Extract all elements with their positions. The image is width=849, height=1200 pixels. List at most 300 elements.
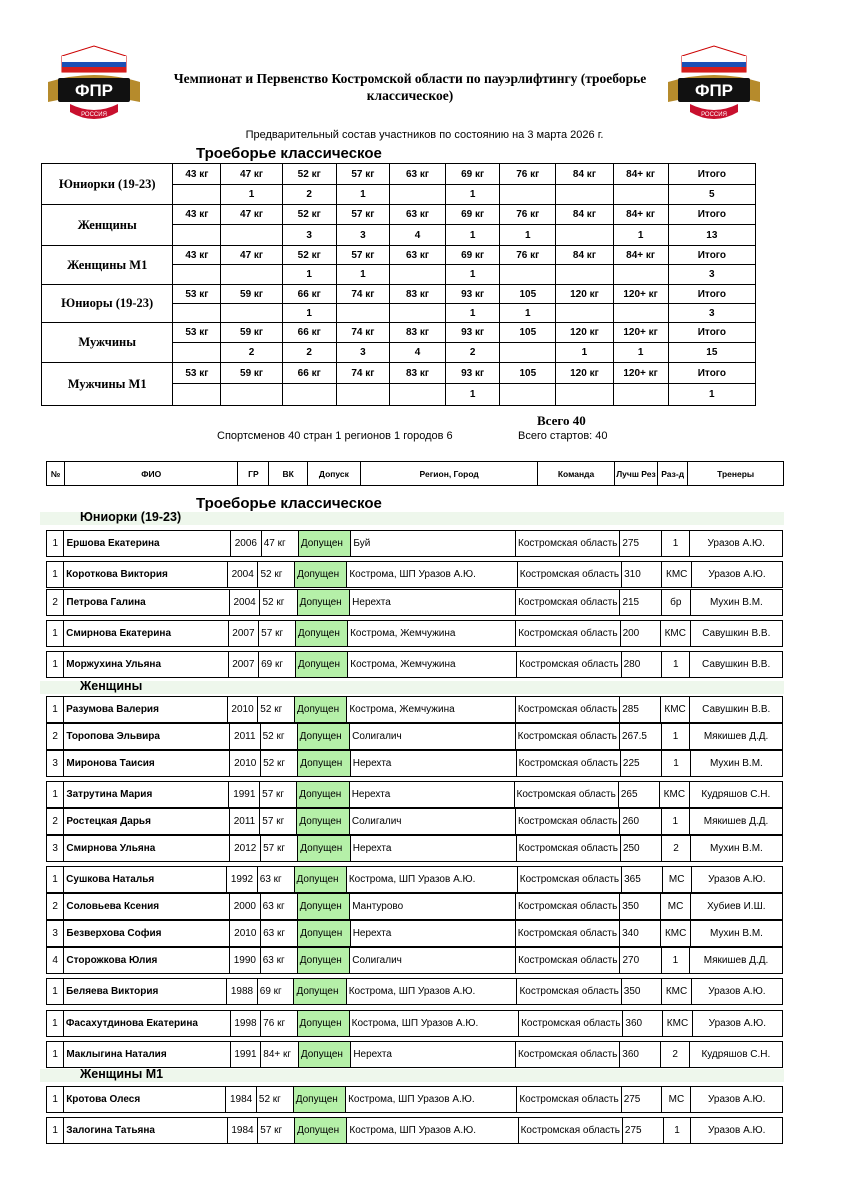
admission-status: Допущен (294, 867, 346, 893)
region-city: Нерехта (350, 590, 516, 616)
weight-class-count (556, 304, 613, 323)
admission-status: Допущен (297, 782, 349, 808)
coach: Мякишев Д.Д. (690, 809, 783, 835)
admission-status: Допущен (295, 562, 347, 588)
weight-class-label: 76 кг (500, 164, 556, 185)
birth-year: 2011 (229, 809, 260, 835)
athlete-number: 1 (47, 697, 64, 723)
birth-year: 1988 (227, 979, 258, 1005)
weight-class-label: 120 кг (556, 323, 613, 343)
weight-class-label: 52 кг (282, 164, 336, 185)
best-result: 215 (620, 590, 661, 616)
weight-class-label: 83 кг (389, 285, 445, 304)
weight-class-count: 1 (446, 304, 500, 323)
region-city: Солигалич (349, 809, 515, 835)
weight-class-count (613, 185, 668, 205)
weight-class-count (500, 384, 556, 406)
weight-class-label: 66 кг (282, 285, 336, 304)
athlete-row (46, 1086, 783, 1113)
weight-class-label: 57 кг (336, 205, 389, 225)
team: Костромская область (517, 1087, 621, 1113)
region-city: Кострома, Жемчужина (348, 652, 517, 678)
coach: Савушкин В.В. (690, 697, 783, 723)
weight-class-label: 63 кг (389, 205, 445, 225)
weight-class-count: 1 (500, 304, 556, 323)
weight-class-label: 105 (500, 363, 556, 384)
athlete-row (46, 1010, 783, 1037)
weight-class-label: 76 кг (500, 205, 556, 225)
birth-year: 2000 (230, 894, 261, 920)
region-city: Кострома, ШП Уразов А.Ю. (347, 562, 517, 588)
weight-class-count (389, 185, 445, 205)
total-value: 13 (668, 225, 755, 246)
group-name: Женщины (80, 679, 143, 693)
team: Костромская область (515, 1042, 619, 1068)
birth-year: 2006 (230, 531, 261, 557)
athlete-name: Кротова Олеся (64, 1087, 226, 1113)
coach: Хубиев И.Ш. (690, 894, 782, 920)
athlete-number: 1 (47, 562, 64, 588)
weight-class-count: 1 (613, 225, 668, 246)
athlete-name: Смирнова Екатерина (64, 621, 229, 647)
athlete-row (46, 835, 783, 862)
weight-class: 69 кг (257, 979, 294, 1005)
athlete-number: 2 (47, 724, 64, 750)
col-name: ФИО (65, 462, 238, 486)
weight-class-count (500, 265, 556, 285)
team: Костромская область (516, 836, 620, 862)
svg-text:РОССИЯ: РОССИЯ (81, 112, 107, 118)
coach: Мухин В.М. (690, 751, 782, 777)
summary-table (41, 163, 756, 406)
weight-class-label: 84+ кг (613, 164, 668, 185)
birth-year: 2007 (228, 652, 259, 678)
weight-class-label: 43 кг (173, 205, 221, 225)
total-label: Итого (668, 246, 755, 265)
weight-class-label: 74 кг (336, 363, 389, 384)
weight-class-label: 120+ кг (613, 285, 668, 304)
weight-class: 52 кг (261, 751, 298, 777)
weight-class-count (173, 185, 221, 205)
athlete-name: Торопова Эльвира (64, 724, 230, 750)
athlete-name: Затрутина Мария (64, 782, 229, 808)
best-result: 267.5 (619, 724, 661, 750)
team: Костромская область (515, 697, 619, 723)
svg-text:ФПР: ФПР (74, 81, 114, 100)
weight-class-label: 69 кг (446, 205, 500, 225)
weight-class: 52 кг (258, 697, 295, 723)
total-value: 5 (668, 185, 755, 205)
region-city: Солигалич (350, 724, 516, 750)
weight-class-count: 2 (221, 343, 282, 363)
weight-class-count: 3 (282, 225, 336, 246)
athlete-row (46, 1117, 783, 1144)
weight-class-count (336, 304, 389, 323)
weight-class: 52 кг (256, 1087, 293, 1113)
athlete-row (46, 920, 783, 947)
weight-class-label: 120+ кг (613, 323, 668, 343)
admission-status: Допущен (297, 809, 350, 835)
weight-class-count (221, 225, 282, 246)
weight-class: 63 кг (261, 921, 298, 947)
fpr-logo-right (660, 42, 768, 130)
weight-class-count (221, 265, 282, 285)
col-rank: Раз-д (658, 462, 688, 486)
best-result: 275 (621, 1087, 662, 1113)
sport-rank: КМС (660, 782, 690, 808)
coach: Уразов А.Ю. (691, 1118, 783, 1144)
sport-rank: 1 (661, 809, 689, 835)
col-number: № (47, 462, 65, 486)
weight-class: 84+ кг (261, 1042, 299, 1068)
best-result: 225 (620, 751, 661, 777)
sport-rank: 1 (662, 751, 691, 777)
col-team: Команда (538, 462, 615, 486)
weight-class-count: 2 (446, 343, 500, 363)
weight-class-count (556, 384, 613, 406)
birth-year: 2010 (227, 697, 258, 723)
weight-class: 52 кг (260, 590, 297, 616)
best-result: 260 (620, 809, 661, 835)
weight-class: 63 кг (260, 948, 297, 974)
group-name: Женщины М1 (80, 1067, 164, 1081)
weight-class-label: 52 кг (282, 246, 336, 265)
weight-class-label: 69 кг (446, 164, 500, 185)
sport-rank: КМС (660, 697, 690, 723)
athlete-number: 1 (47, 1011, 64, 1037)
sport-rank: КМС (663, 1011, 692, 1037)
athlete-name: Разумова Валерия (64, 697, 228, 723)
group-header (40, 1069, 784, 1082)
athlete-name: Ростецкая Дарья (64, 809, 229, 835)
athlete-row (46, 696, 783, 723)
best-result: 350 (620, 894, 661, 920)
athlete-number: 3 (47, 751, 64, 777)
birth-year: 1984 (226, 1087, 257, 1113)
region-city: Буй (351, 531, 516, 557)
athlete-row (46, 808, 783, 835)
weight-class-count (173, 343, 221, 363)
summary-category: Женщины М1 (42, 246, 173, 285)
weight-class: 57 кг (260, 782, 297, 808)
sport-rank: 1 (662, 652, 690, 678)
sport-rank: 2 (661, 1042, 689, 1068)
athlete-number: 2 (47, 590, 64, 616)
athlete-row (46, 1041, 783, 1068)
weight-class-label: 84+ кг (613, 246, 668, 265)
weight-class-count (221, 384, 282, 406)
birth-year: 2004 (227, 562, 258, 588)
weight-class-count (389, 384, 445, 406)
weight-class-label: 93 кг (446, 285, 500, 304)
region-city: Нерехта (350, 751, 516, 777)
weight-class-label: 105 (500, 285, 556, 304)
weight-class-label: 69 кг (446, 246, 500, 265)
weight-class-count: 1 (446, 384, 500, 406)
weight-class-label: 43 кг (173, 164, 221, 185)
weight-class: 69 кг (259, 652, 296, 678)
weight-class-label: 105 (500, 323, 556, 343)
athlete-name: Маклыгина Наталия (64, 1042, 230, 1068)
region-city: Нерехта (350, 921, 515, 947)
col-weight: ВК (269, 462, 307, 486)
weight-class: 76 кг (261, 1011, 297, 1037)
weight-class-label: 84 кг (556, 164, 613, 185)
sport-rank: МС (662, 1087, 691, 1113)
athlete-name: Ершова Екатерина (64, 531, 231, 557)
summary-category: Юниорки (19-23) (42, 164, 173, 205)
team: Костромская область (515, 724, 619, 750)
weight-class-label: 84 кг (556, 205, 613, 225)
sport-rank: КМС (661, 621, 691, 647)
weight-class-count: 4 (389, 343, 445, 363)
list-header (46, 461, 784, 486)
summary-section-title: Троеборье классическое (196, 145, 382, 162)
best-result: 200 (620, 621, 660, 647)
starts-line: Всего стартов: 40 (518, 430, 608, 442)
weight-class-count (173, 304, 221, 323)
coach: Мякишев Д.Д. (690, 948, 783, 974)
sport-rank: МС (661, 894, 690, 920)
weight-class-label: 57 кг (336, 164, 389, 185)
athlete-row (46, 750, 783, 777)
weight-class-count (282, 384, 336, 406)
admission-status: Допущен (295, 1118, 347, 1144)
best-result: 360 (620, 1042, 661, 1068)
athlete-name: Соловьева Ксения (64, 894, 230, 920)
region-city: Кострома, ШП Уразов А.Ю. (347, 1118, 518, 1144)
summary-category: Мужчины (42, 323, 173, 363)
team: Костромская область (517, 652, 621, 678)
region-city: Кострома, ШП Уразов А.Ю. (346, 1087, 517, 1113)
birth-year: 2010 (230, 751, 261, 777)
birth-year: 2010 (230, 921, 261, 947)
weight-class-label: 63 кг (389, 164, 445, 185)
athlete-row (46, 589, 783, 616)
weight-class-label: 59 кг (221, 285, 282, 304)
weight-class-count: 2 (282, 185, 336, 205)
total-label: Итого (668, 323, 755, 343)
weight-class-label: 43 кг (173, 246, 221, 265)
summary-category: Юниоры (19-23) (42, 285, 173, 323)
admission-status: Допущен (295, 621, 347, 647)
weight-class: 57 кг (258, 1118, 295, 1144)
coach: Уразов А.Ю. (691, 979, 782, 1005)
weight-class-count (556, 225, 613, 246)
weight-class-label: 63 кг (389, 246, 445, 265)
grand-total: Всего 40 (537, 413, 586, 428)
weight-class: 47 кг (261, 531, 298, 557)
weight-class-count: 1 (221, 185, 282, 205)
sport-rank: КМС (662, 979, 692, 1005)
col-best-result: Лучш Рез (614, 462, 657, 486)
weight-class-count (389, 304, 445, 323)
weight-class: 52 кг (260, 724, 297, 750)
region-city: Мантурово (350, 894, 516, 920)
best-result: 310 (622, 562, 662, 588)
weight-class: 57 кг (260, 809, 297, 835)
weight-class-count (173, 384, 221, 406)
weight-class-label: 53 кг (173, 363, 221, 384)
weight-class-label: 66 кг (282, 323, 336, 343)
coach: Мухин В.М. (691, 921, 783, 947)
athlete-number: 4 (47, 948, 64, 974)
admission-status: Допущен (295, 697, 347, 723)
weight-class-label: 53 кг (173, 285, 221, 304)
team: Костромская область (519, 1011, 623, 1037)
weight-class-count (173, 265, 221, 285)
athlete-number: 1 (47, 979, 64, 1005)
coach: Кудряшов С.Н. (689, 1042, 782, 1068)
team: Костромская область (518, 1118, 622, 1144)
region-city: Солигалич (350, 948, 516, 974)
svg-text:ФПР: ФПР (694, 81, 734, 100)
team: Костромская область (517, 867, 621, 893)
athlete-name: Петрова Галина (64, 590, 229, 616)
weight-class: 63 кг (260, 894, 297, 920)
weight-class-count: 3 (336, 225, 389, 246)
athlete-number: 1 (47, 1118, 64, 1144)
group-header (40, 512, 784, 525)
admission-status: Допущен (298, 921, 351, 947)
region-city: Кострома, Жемчужина (348, 621, 516, 647)
weight-class-count: 1 (613, 343, 668, 363)
weight-class-count: 1 (446, 225, 500, 246)
fpr-logo-left (40, 42, 148, 130)
coach: Уразов А.Ю. (692, 562, 783, 588)
best-result: 275 (620, 531, 661, 557)
total-value: 1 (668, 384, 755, 406)
admission-status: Допущен (293, 1087, 345, 1113)
region-city: Кострома, ШП Уразов А.Ю. (349, 1011, 518, 1037)
coach: Уразов А.Ю. (691, 867, 782, 893)
weight-class-count: 1 (500, 225, 556, 246)
best-result: 365 (622, 867, 663, 893)
weight-class-count: 1 (446, 265, 500, 285)
birth-year: 1990 (230, 948, 261, 974)
team: Костромская область (516, 621, 620, 647)
weight-class-count: 3 (336, 343, 389, 363)
birth-year: 1991 (230, 1042, 261, 1068)
team: Костромская область (516, 809, 620, 835)
weight-class-label: 53 кг (173, 323, 221, 343)
sport-rank: КМС (661, 921, 691, 947)
sport-rank: 2 (662, 836, 691, 862)
weight-class: 63 кг (257, 867, 294, 893)
athlete-row (46, 893, 783, 920)
coach: Уразов А.Ю. (692, 1011, 782, 1037)
birth-year: 2011 (230, 724, 261, 750)
team: Костромская область (515, 894, 619, 920)
best-result: 360 (623, 1011, 663, 1037)
weight-class-count (221, 304, 282, 323)
sport-rank: КМС (662, 562, 692, 588)
weight-class-count: 1 (282, 304, 336, 323)
weight-class-count: 4 (389, 225, 445, 246)
admission-status: Допущен (297, 590, 350, 616)
weight-class-count (556, 265, 613, 285)
best-result: 340 (620, 921, 661, 947)
admission-status: Допущен (298, 751, 351, 777)
total-value: 15 (668, 343, 755, 363)
total-value: 3 (668, 265, 755, 285)
weight-class: 57 кг (261, 836, 298, 862)
weight-class-label: 59 кг (221, 363, 282, 384)
best-result: 250 (620, 836, 661, 862)
best-result: 270 (620, 948, 661, 974)
weight-class-count (173, 225, 221, 246)
athlete-row (46, 978, 783, 1005)
weight-class-label: 66 кг (282, 363, 336, 384)
team: Костромская область (516, 948, 620, 974)
document-subtitle: Предварительный состав участников по состоянию на 3 марта 2026 г. (245, 129, 604, 141)
region-city: Нерехта (349, 782, 514, 808)
weight-class-count: 1 (336, 265, 389, 285)
athlete-name: Безверхова София (64, 921, 230, 947)
weight-class-count (336, 384, 389, 406)
athlete-name: Сторожкова Юлия (64, 948, 230, 974)
athlete-number: 1 (47, 531, 64, 557)
col-coaches: Тренеры (688, 462, 784, 486)
coach: Мухин В.М. (690, 836, 782, 862)
admission-status: Допущен (298, 836, 351, 862)
birth-year: 1992 (227, 867, 258, 893)
sport-rank: 1 (661, 948, 689, 974)
athlete-row (46, 620, 783, 647)
athlete-row (46, 561, 783, 588)
sport-rank: МС (662, 867, 691, 893)
weight-class-count: 1 (446, 185, 500, 205)
coach: Уразов А.Ю. (690, 531, 783, 557)
athlete-name: Миронова Таисия (64, 751, 230, 777)
weight-class-count (556, 185, 613, 205)
best-result: 285 (620, 697, 661, 723)
weight-class-label: 120 кг (556, 285, 613, 304)
athlete-name: Сушкова Наталья (64, 867, 227, 893)
birth-year: 2004 (229, 590, 260, 616)
athlete-number: 3 (47, 921, 64, 947)
athlete-name: Короткова Виктория (64, 562, 228, 588)
athlete-number: 1 (47, 782, 64, 808)
weight-class-label: 47 кг (221, 205, 282, 225)
weight-class: 52 кг (258, 562, 295, 588)
athlete-number: 1 (47, 1042, 64, 1068)
best-result: 275 (622, 1118, 663, 1144)
birth-year: 1998 (230, 1011, 260, 1037)
athlete-name: Беляева Виктория (64, 979, 227, 1005)
admission-status: Допущен (297, 724, 349, 750)
athlete-number: 1 (47, 1087, 64, 1113)
region-city: Кострома, Жемчужина (347, 697, 516, 723)
admission-status: Допущен (298, 1042, 350, 1068)
weight-class: 57 кг (259, 621, 296, 647)
admission-status: Допущен (294, 979, 346, 1005)
weight-class-count: 1 (282, 265, 336, 285)
weight-class-label: 83 кг (389, 363, 445, 384)
athlete-name: Залогина Татьяна (64, 1118, 228, 1144)
birth-year: 2012 (230, 836, 261, 862)
sport-rank: бр (661, 590, 690, 616)
team: Костромская область (517, 562, 621, 588)
document-title: Чемпионат и Первенство Костромской области по пауэрлифтингу (троеборье классическое) (173, 71, 647, 103)
weight-class-count: 2 (282, 343, 336, 363)
sport-rank: 1 (663, 1118, 691, 1144)
coach: Савушкин В.В. (690, 621, 782, 647)
best-result: 265 (618, 782, 659, 808)
athlete-number: 3 (47, 836, 64, 862)
best-result: 350 (621, 979, 661, 1005)
list-section-title: Троеборье классическое (196, 495, 382, 512)
